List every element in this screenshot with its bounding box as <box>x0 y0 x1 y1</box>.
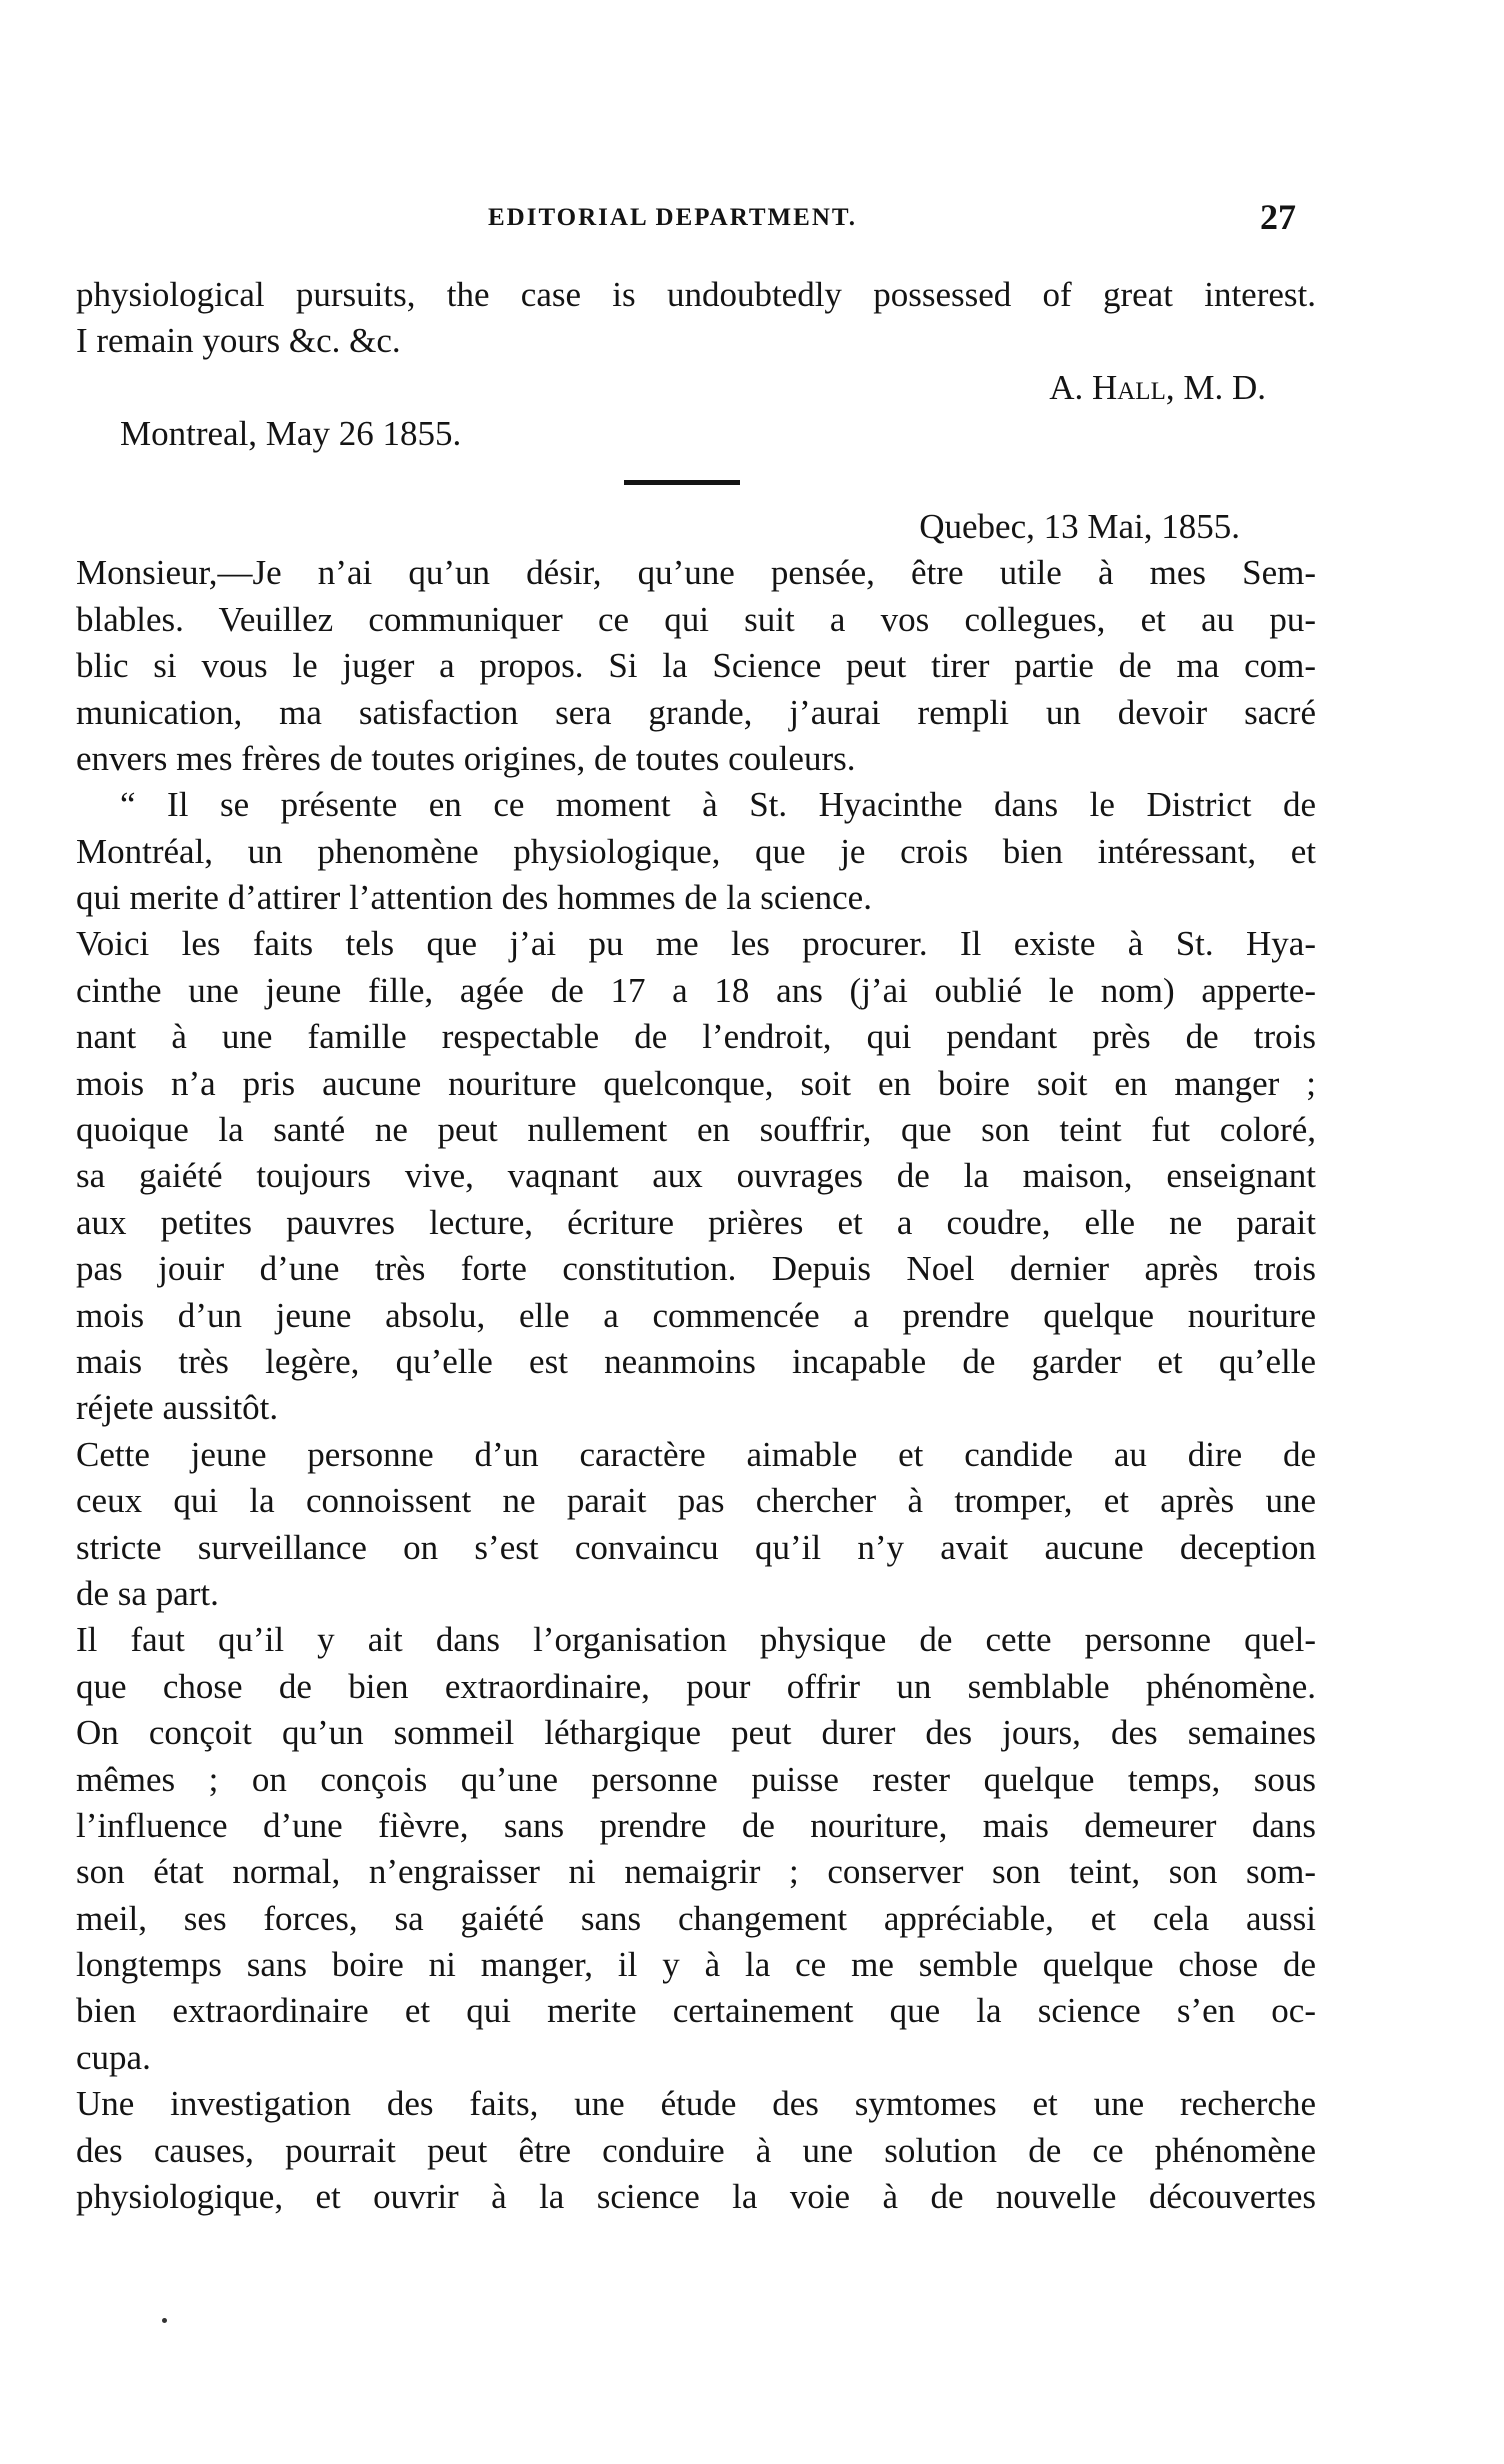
letter-para4-line-3: stricte surveillance on s’est convaincu qu’il n’y avait aucune deception <box>76 1527 1316 1567</box>
letter-para4-line-2: ceux qui la connoissent ne parait pas chercher à tromper, et après une <box>76 1481 1316 1521</box>
letter-para6-line-3: physiologique, et ouvrir à la science la voie à de nouvelle découvertes <box>76 2177 1316 2217</box>
letter-para1-line-1: Monsieur,—Je n’ai qu’un désir, qu’une pensée, être utile à mes Sem- <box>76 553 1316 593</box>
letter-para3-line-3: nant à une famille respectable de l’endroit, qui pendant près de trois <box>76 1017 1316 1057</box>
letter-para5-line-9: bien extraordinaire et qui merite certainement que la science s’en oc- <box>76 1991 1316 2031</box>
letter-para3-line-6: sa gaiété toujours vive, vaqnant aux ouvrages de la maison, enseignant <box>76 1156 1316 1196</box>
letter-para5-line-4: mêmes ; on conçois qu’une personne puisse rester quelque temps, sous <box>76 1759 1316 1799</box>
letter-para3-line-8: pas jouir d’une très forte constitution. Depuis Noel dernier après trois <box>76 1249 1316 1289</box>
signature-name: A. Hall, M. D. <box>1049 367 1266 407</box>
letter-para5-line-2: que chose de bien extraordinaire, pour offrir un semblable phénomène. <box>76 1666 1316 1706</box>
letter-para2-line-2: Montréal, un phenomène physiologique, que je crois bien intéressant, et <box>76 831 1316 871</box>
letter-para5-line-3: On conçoit qu’un sommeil léthargique peut durer des jours, des semaines <box>76 1713 1316 1753</box>
letter-para2-line-1: “ Il se présente en ce moment à St. Hyacinthe dans le District de <box>120 785 1316 825</box>
letter-para3-line-11: réjete aussitôt. <box>76 1388 279 1428</box>
letter-para3-line-2: cinthe une jeune fille, agée de 17 a 18 ans (j’ai oublié le nom) apperte- <box>76 970 1316 1010</box>
letter-para5-line-8: longtemps sans boire ni manger, il y à la ce me semble quelque chose de <box>76 1945 1316 1985</box>
letter-dateline: Quebec, 13 Mai, 1855. <box>919 506 1240 546</box>
page-number: 27 <box>1260 197 1296 237</box>
signature-surname: Hall <box>1091 367 1166 407</box>
letter-para3-line-4: mois n’a pris aucune nouriture quelconque, soit en boire soit en manger ; <box>76 1063 1316 1103</box>
print-speck <box>162 2318 167 2323</box>
divider-rule <box>624 480 740 485</box>
text-block <box>76 272 1316 2220</box>
letter-para3-line-1: Voici les faits tels que j’ai pu me les procurer. Il existe à St. Hya- <box>76 924 1316 964</box>
letter-para6-line-2: des causes, pourrait peut être conduire à une solution de ce phénomène <box>76 2130 1316 2170</box>
letter-para1-line-2: blables. Veuillez communiquer ce qui suit a vos collegues, et au pu- <box>76 599 1316 639</box>
letter-para2-line-3: qui merite d’attirer l’attention des hommes de la science. <box>76 878 872 918</box>
intro-line-2: I remain yours &c. &c. <box>76 321 401 361</box>
letter-para5-line-6: son état normal, n’engraisser ni nemaigrir ; conserver son teint, son som- <box>76 1852 1316 1892</box>
letter-para5-line-1: Il faut qu’il y ait dans l’organisation physique de cette personne quel- <box>76 1620 1316 1660</box>
letter-para5-line-10: cupa. <box>76 2037 151 2077</box>
running-head <box>0 197 1504 240</box>
intro-line-1: physiological pursuits, the case is undoubtedly possessed of great interest. <box>76 275 1316 314</box>
letter-para3-line-7: aux petites pauvres lecture, écriture prières et a coudre, elle ne parait <box>76 1202 1316 1242</box>
letter-para4-line-4: de sa part. <box>76 1573 219 1613</box>
letter-para3-line-9: mois d’un jeune absolu, elle a commencée a prendre quelque nouriture <box>76 1295 1316 1335</box>
section-divider <box>76 458 1316 504</box>
letter-para5-line-7: meil, ses forces, sa gaiété sans changement appréciable, et cela aussi <box>76 1898 1316 1938</box>
letter-para3-line-5: quoique la santé ne peut nullement en souffrir, que son teint fut coloré, <box>76 1110 1316 1150</box>
letter-para1-line-3: blic si vous le juger a propos. Si la Science peut tirer partie de ma com- <box>76 646 1316 686</box>
letter-para4-line-1: Cette jeune personne d’un caractère aimable et candide au dire de <box>76 1434 1316 1474</box>
letter-para6-line-1: Une investigation des faits, une étude des symtomes et une recherche <box>76 2084 1316 2124</box>
signature-place-date: Montreal, May 26 1855. <box>120 414 462 454</box>
letter-para5-line-5: l’influence d’une fièvre, sans prendre de nouriture, mais demeurer dans <box>76 1805 1316 1845</box>
letter-para1-line-5: envers mes frères de toutes origines, de toutes couleurs. <box>76 738 856 778</box>
running-title: EDITORIAL DEPARTMENT. <box>488 204 857 231</box>
letter-para3-line-10: mais très legère, qu’elle est neanmoins incapable de garder et qu’elle <box>76 1341 1316 1381</box>
letter-para1-line-4: munication, ma satisfaction sera grande, j’aurai rempli un devoir sacré <box>76 692 1316 732</box>
